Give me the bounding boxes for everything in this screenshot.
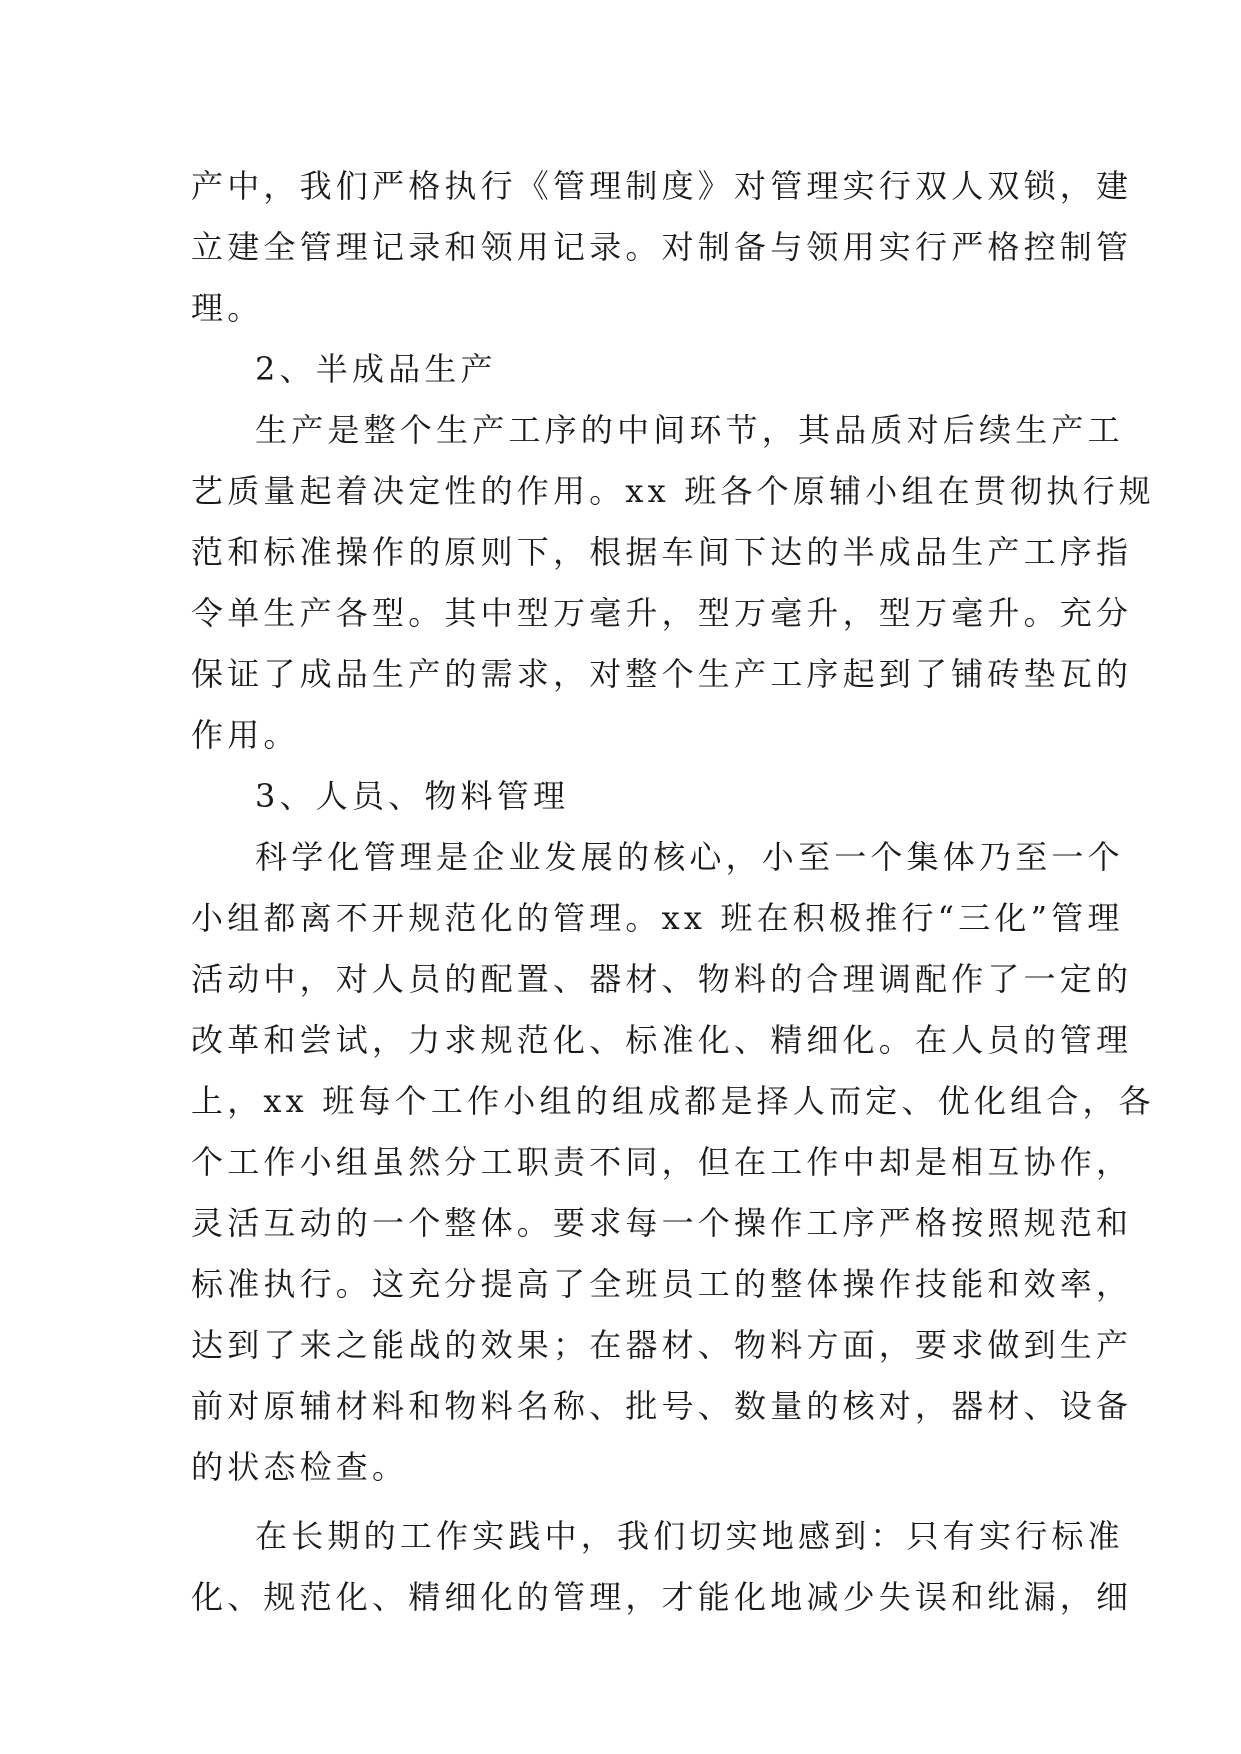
text-line: 令单生产各型。其中型万毫升，型万毫升，型万毫升。充分 (191, 594, 1133, 632)
text-line: 小组都离不开规范化的管理。xx 班在积极推行“三化”管理 (191, 899, 1124, 937)
paragraph-3 (191, 827, 1155, 1498)
text-line: 活动中，对人员的配置、器材、物料的合理调配作了一定的 (191, 960, 1133, 998)
text-line: 标准执行。这充分提高了全班员工的整体操作技能和效率， (191, 1265, 1133, 1303)
document-body (191, 156, 1155, 1628)
text-line: 上，xx 班每个工作小组的组成都是择人而定、优化组合，各 (191, 1082, 1155, 1120)
text-line: 改革和尝试，力求规范化、标准化、精细化。在人员的管理 (191, 1021, 1133, 1059)
paragraph-gap (191, 1498, 1061, 1506)
paragraph-2 (191, 400, 1155, 766)
text-line: 科学化管理是企业发展的核心，小至一个集体乃至一个 (255, 838, 1124, 876)
section-heading-2: 2、半成品生产 (255, 350, 497, 388)
text-line: 化、规范化、精细化的管理，才能化地减少失误和纰漏，细 (191, 1578, 1133, 1616)
text-line: 在长期的工作实践中，我们切实地感到：只有实行标准 (255, 1517, 1124, 1555)
text-line: 的状态检查。 (191, 1448, 409, 1486)
section-heading-3: 3、人员、物料管理 (255, 777, 570, 815)
text-line: 产中，我们严格执行《管理制度》对管理实行双人双锁，建 (191, 167, 1133, 205)
text-line: 立建全管理记录和领用记录。对制备与领用实行严格控制管 (191, 228, 1133, 266)
text-line: 艺质量起着决定性的作用。xx 班各个原辅小组在贯彻执行规 (191, 472, 1155, 510)
text-line: 生产是整个生产工序的中间环节，其品质对后续生产工 (255, 411, 1124, 449)
paragraph-1 (191, 156, 1133, 339)
text-line: 保证了成品生产的需求，对整个生产工序起到了铺砖垫瓦的 (191, 655, 1133, 693)
text-line: 达到了来之能战的效果；在器材、物料方面，要求做到生产 (191, 1326, 1133, 1364)
text-line: 理。 (191, 289, 264, 327)
text-line: 作用。 (191, 716, 300, 754)
text-line: 灵活互动的一个整体。要求每一个操作工序严格按照规范和 (191, 1204, 1133, 1242)
text-line: 前对原辅材料和物料名称、批号、数量的核对，器材、设备 (191, 1387, 1133, 1425)
text-line: 范和标准操作的原则下，根据车间下达的半成品生产工序指 (191, 533, 1133, 571)
text-line: 个工作小组虽然分工职责不同，但在工作中却是相互协作， (191, 1143, 1133, 1181)
paragraph-4 (191, 1506, 1133, 1628)
